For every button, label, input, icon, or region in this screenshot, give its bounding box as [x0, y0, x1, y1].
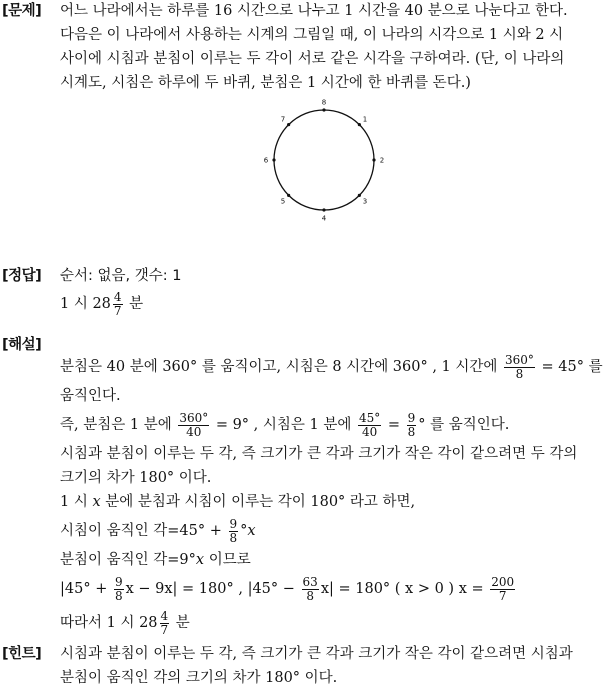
fraction: $\frac{45^\circ}{40}$	[358, 410, 381, 439]
fraction: $\frac{9}{8}$	[229, 516, 238, 545]
explanation-line: 따라서 1 시 28 $\frac{4}{7}$ 분	[60, 608, 190, 637]
clock-label: 5	[280, 197, 286, 206]
clock-label: 7	[280, 115, 286, 124]
hint-tag: [힌트]	[2, 646, 42, 662]
problem-line: 사이에 시침과 분침이 이루는 두 각이 서로 같은 시각을 구하여라. (단, 이 나라의	[60, 51, 565, 67]
fraction: $\frac{360^\circ}{40}$	[179, 410, 209, 439]
explanation-line: 크기의 차가 180° 이다.	[60, 470, 212, 486]
clock-figure	[256, 98, 392, 234]
fraction: $\frac{360^\circ}{8}$	[505, 352, 534, 381]
fraction: $\frac{200}{7}$	[491, 574, 515, 603]
explanation-line: 분침은 40 분에 360° 를 움직이고, 시침은 8 시간에 360° , 1 시간에 $\frac{360^\circ}{8}$ = 45° 를	[60, 352, 603, 381]
problem-body	[60, 0, 586, 95]
hint-body	[60, 642, 586, 690]
explanation-body	[60, 350, 603, 640]
clock-tick	[358, 194, 361, 197]
explanation-line: 즉, 분침은 1 분에 $\frac{360^\circ}{40}$ = 9° , 시침은 1 분에 $\frac{45^\circ}{40}$ = $\frac{9}{8}$ ° 를 움직인다.	[60, 410, 510, 439]
explanation-line: 분침이 움직인 각=9°x 이므로	[60, 552, 251, 568]
explanation-line: 움직인다.	[60, 388, 121, 404]
clock-label: 6	[263, 156, 269, 165]
problem-line: 시계도, 시침은 하루에 두 바퀴, 분침은 1 시간에 한 바퀴를 돈다.)	[60, 75, 471, 91]
clock-tick	[272, 158, 275, 161]
explanation-tag: [해설]	[2, 337, 42, 353]
fraction: $\frac{9}{8}$	[114, 574, 123, 603]
clock-label: 8	[321, 98, 327, 107]
clock-tick	[287, 123, 290, 126]
clock-label: 2	[379, 156, 385, 165]
fraction: $\frac{9}{8}$	[407, 410, 416, 439]
answer-text: 분	[124, 296, 144, 312]
explanation-line: 1 시 x 분에 분침과 시침이 이루는 각이 180° 라고 하면,	[60, 494, 416, 510]
fraction: $\frac{4}{7}$	[160, 608, 169, 637]
clock-label: 3	[362, 197, 368, 206]
clock-tick	[358, 123, 361, 126]
explanation-line: 시침이 움직인 각=45° + $\frac{9}{8}$ °x	[60, 516, 256, 545]
clock-tick	[322, 208, 325, 211]
clock-label: 1	[362, 115, 368, 124]
fraction: $\frac{63}{8}$	[302, 574, 318, 603]
fraction: $\frac{4}{7}$	[113, 289, 122, 318]
hint-line: 분침이 움직인 각의 크기의 차가 180° 이다.	[60, 670, 338, 686]
problem-tag: [문제]	[2, 3, 42, 19]
hint-line: 시침과 분침이 이루는 두 각, 즉 크기가 큰 각과 크기가 작은 각이 같으려면 시침과	[60, 646, 573, 662]
clock-label: 4	[321, 214, 327, 223]
clock-tick	[287, 194, 290, 197]
problem-line: 다음은 이 나라에서 사용하는 시계의 그림일 때, 이 나라의 시각으로 1 시와 2 시	[60, 27, 564, 43]
explanation-line: |45° + $\frac{9}{8}$ x − 9x| = 180° , |45° − $\frac{63}{8}$ x| = 180° ( x > 0 ) x = $\frac{200}{7}$	[60, 574, 515, 603]
answer-body	[60, 265, 586, 321]
answer-line: 순서: 없음, 갯수: 1	[60, 268, 182, 284]
answer-tag: [정답]	[2, 268, 42, 284]
answer-value	[60, 287, 586, 321]
clock-tick	[372, 158, 375, 161]
explanation-line: 시침과 분침이 이루는 두 각, 즉 크기가 큰 각과 크기가 작은 각이 같으려면 두 각의	[60, 446, 578, 462]
answer-text: 1 시 28	[60, 296, 111, 312]
problem-line: 어느 나라에서는 하루를 16 시간으로 나누고 1 시간을 40 분으로 나눈다고 한다.	[60, 3, 568, 19]
clock-tick	[322, 108, 325, 111]
